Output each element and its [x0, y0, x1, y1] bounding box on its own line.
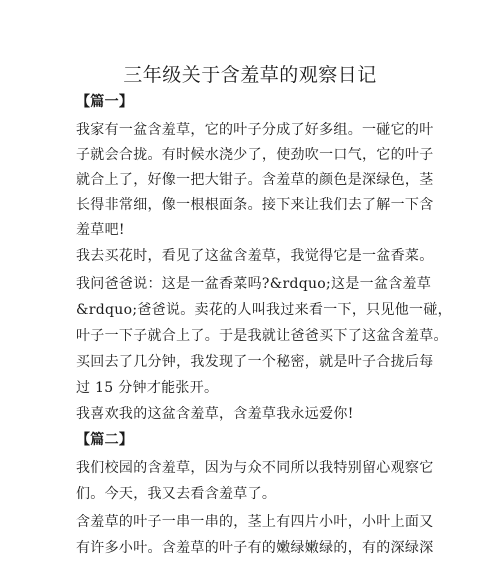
- paragraph-line: 长得非常细，像一根根面条。接下来让我们去了解一下含: [76, 197, 434, 213]
- paragraph-line: &rdquo;爸爸说。卖花的人叫我过来看一下，只见他一碰，: [76, 302, 452, 318]
- paragraph-line: 买回去了几分钟，我发现了一个秘密，就是叶子合拢后每: [76, 354, 434, 370]
- paragraph-line: 我们校园的含羞草，因为与众不同所以我特别留心观察它: [76, 460, 434, 476]
- paragraph-line: 羞草吧!: [76, 222, 125, 238]
- paragraph-line: 叶子一下子就合上了。于是我就让爸爸买下了这盆含羞草。: [76, 328, 448, 344]
- section-heading-1: 【篇一】: [76, 94, 134, 110]
- paragraph-line: 含羞草的叶子一串一串的，茎上有四片小叶，小叶上面又: [76, 514, 434, 530]
- paragraph-line: 我喜欢我的这盆含羞草，含羞草我永远爱你!: [76, 406, 354, 422]
- paragraph-line: 我家有一盆含羞草，它的叶子分成了好多组。一碰它的叶: [76, 122, 434, 138]
- paragraph-line: 就合上了，好像一把大钳子。含羞草的颜色是深绿色，茎: [76, 172, 434, 188]
- document-title: 三年级关于含羞草的观察日记: [123, 64, 377, 86]
- paragraph-line: 子就会合拢。有时候水浇少了，使劲吹一口气，它的叶子: [76, 147, 434, 163]
- paragraph-line: 过 15 分钟才能张开。: [76, 380, 219, 396]
- paragraph-line: 我问爸爸说：这是一盆香菜吗?&rdquo;这是一盆含羞草: [76, 276, 432, 292]
- paragraph-line: 有许多小叶。含羞草的叶子有的嫩绿嫩绿的，有的深绿深: [76, 540, 434, 556]
- section-heading-2: 【篇二】: [76, 432, 134, 448]
- paragraph-line: 们。今天，我又去看含羞草了。: [76, 486, 277, 502]
- paragraph-line: 我去买花时，看见了这盆含羞草，我觉得它是一盆香菜。: [76, 248, 434, 264]
